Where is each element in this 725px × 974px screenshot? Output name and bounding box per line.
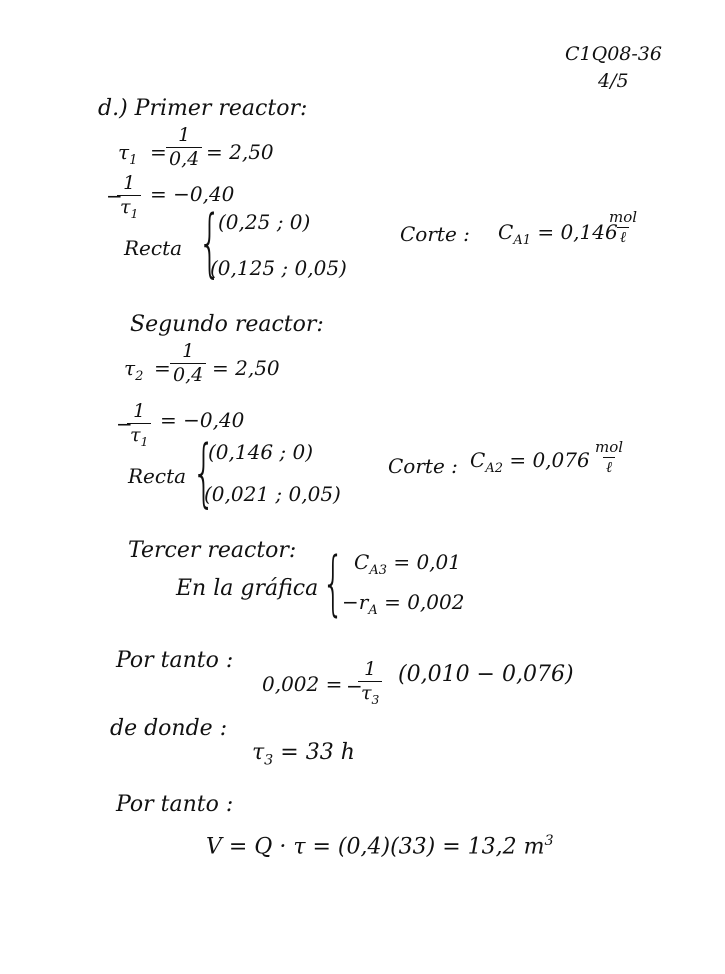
fraction: $\frac{1}{0,4}$ <box>170 342 206 385</box>
tau-symbol: $\tau_2$ <box>124 356 144 384</box>
section-label: Por tanto : <box>116 648 234 673</box>
unit-fraction: mol ℓ <box>595 438 624 476</box>
ca3-line: $C_{A3} = 0,01$ <box>354 550 461 578</box>
volume-equation: V = Q · τ = (0,4)(33) = 13,2 $m^3$ <box>206 833 554 860</box>
slope-result: = −0,40 <box>150 182 235 206</box>
page-number: 4/5 <box>598 70 629 92</box>
equals-sign: = <box>150 140 167 164</box>
left-brace: { <box>322 542 345 624</box>
fraction: $\frac{1}{\tau_3}$ <box>358 660 382 706</box>
equals-sign: = <box>154 356 171 380</box>
tau-symbol: $\tau_1$ <box>118 140 138 168</box>
corte-label: Corte : <box>388 454 458 478</box>
section-title: Segundo reactor: <box>130 312 324 337</box>
tau-result: = 2,50 <box>212 356 280 380</box>
minus-sign: − <box>116 412 133 436</box>
section-title: Tercer reactor: <box>128 538 297 563</box>
section-label: Por tanto : <box>116 792 234 817</box>
left-brace: { <box>198 200 222 286</box>
recta-label: Recta <box>128 464 187 488</box>
corte-value: $C_{A2} = 0,076$ <box>470 448 590 476</box>
slope-fraction: $\frac{1}{\tau_1}$ <box>117 174 141 220</box>
ra-line: $-r_A = 0,002$ <box>342 590 465 618</box>
minus-sign: − <box>106 184 123 208</box>
document-code: C1Q08-36 <box>565 43 662 65</box>
unit-fraction: mol ℓ <box>609 208 638 246</box>
tau-result: = 2,50 <box>206 140 274 164</box>
corte-label: Corte : <box>400 222 470 246</box>
recta-label: Recta <box>124 236 183 260</box>
recta-point-2: (0,021 ; 0,05) <box>204 482 341 506</box>
recta-point-2: (0,125 ; 0,05) <box>210 256 347 280</box>
fraction: $\frac{1}{0,4}$ <box>166 126 202 169</box>
tau3-result: $\tau_3 = 33$ h <box>252 740 355 769</box>
slope-result: = −0,40 <box>160 408 245 432</box>
slope-fraction: $\frac{1}{\tau_1}$ <box>127 402 151 448</box>
section-title: d.) Primer reactor: <box>98 96 308 121</box>
equation-lhs: 0,002 = <box>262 672 343 696</box>
section-label: de donde : <box>110 716 228 741</box>
recta-point-1: (0,25 ; 0) <box>218 210 311 234</box>
left-brace: { <box>192 430 216 516</box>
equation-parenthesis: (0,010 − 0,076) <box>398 662 574 687</box>
minus-sign: − <box>346 674 363 698</box>
recta-point-1: (0,146 ; 0) <box>208 440 314 464</box>
corte-value: $C_{A1} = 0,146$ <box>498 220 618 248</box>
grafica-label: En la gráfica <box>176 576 319 601</box>
